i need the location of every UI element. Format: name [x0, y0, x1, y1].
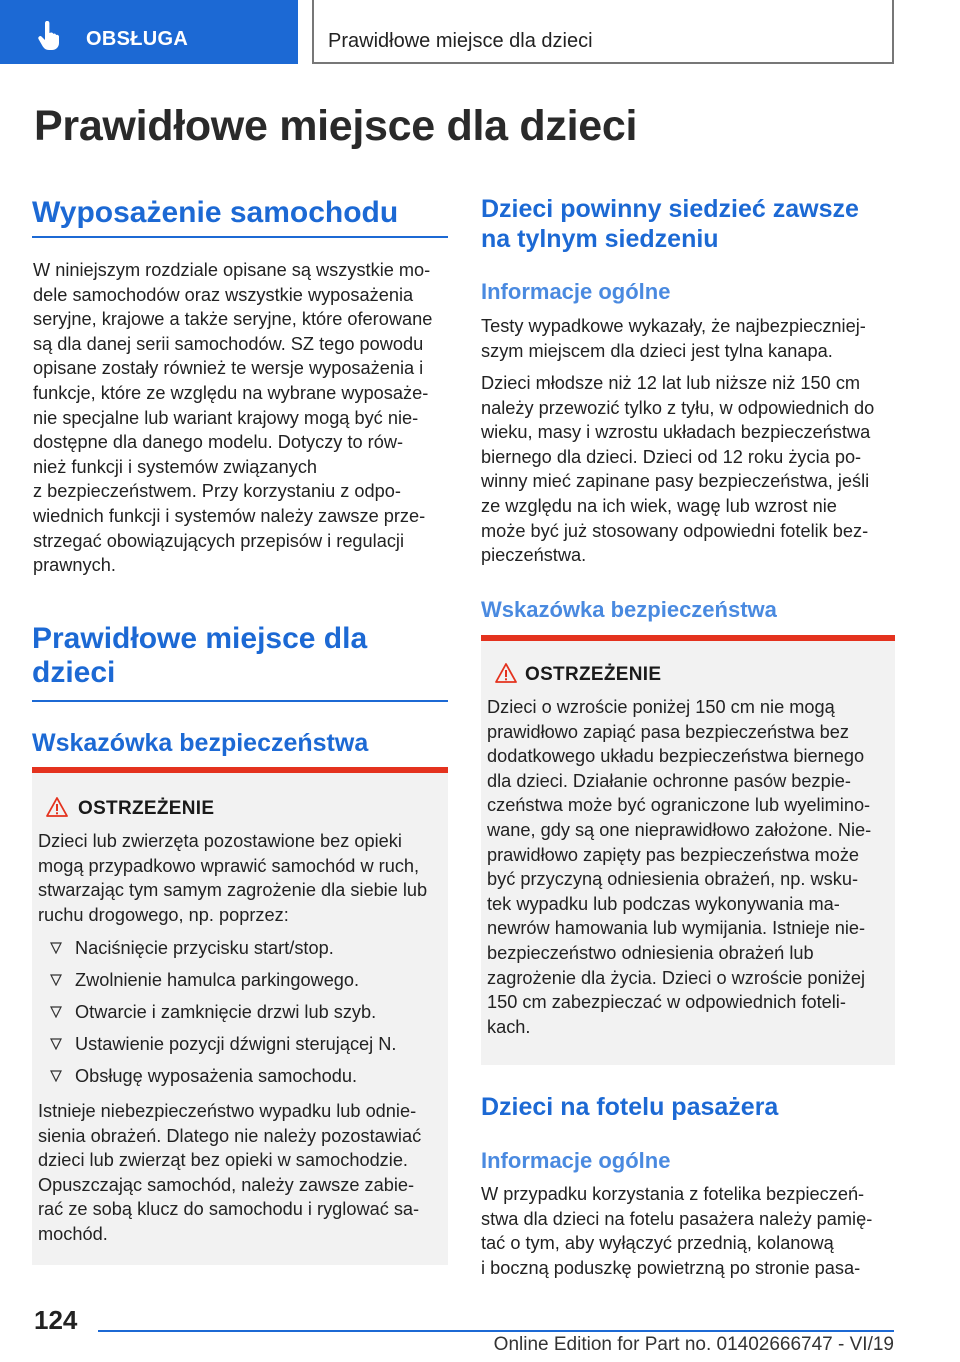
info-paragraph-2 [481, 371, 895, 568]
text-line: Dzieci o wzroście poniżej 150 cm nie mogą [487, 697, 835, 717]
text-line: W przypadku korzystania z fotelika bezpieczeń- [481, 1184, 865, 1204]
text-line: zagrożenie dla życia. Dzieci o wzroście poniżej [487, 967, 866, 988]
bullet-text: Otwarcie i zamknięcie drzwi lub szyb. [75, 1002, 377, 1022]
warning-box-right [481, 635, 895, 1065]
text-line: Testy wypadkowe wykazały, że najbezpieczniej- [481, 316, 866, 336]
text-line: dodatkowego układu bezpieczeństwa biernego [487, 746, 865, 767]
text-line: seryjne, krajowe a także seryjne, które oferowane [33, 309, 433, 330]
heading-line: dzieci [32, 656, 116, 689]
text-line: prawidłowo zapiąć pasa bezpieczeństwa bez [487, 721, 849, 742]
footer-edition: Online Edition for Part no. 01402666747 - VI/19 [493, 1334, 894, 1355]
warning-heading: OSTRZEŻENIE [525, 664, 662, 685]
warning-bar [481, 635, 895, 641]
text-line: dla dzieci. Działanie ochronne pasów bezpie- [487, 770, 851, 791]
text-line: szym miejscem dla dzieci jest tylna kanapa. [481, 340, 833, 361]
text-line: i boczną poduszkę powietrzną po stronie pasa- [481, 1257, 861, 1278]
text-line: rać ze sobą klucz do samochodu i ryglować sa- [38, 1199, 420, 1220]
text-line: dele samochodów oraz wszystkie wyposażenia [33, 284, 414, 305]
warning-box-left [32, 767, 448, 1265]
bullet-triangle-icon [50, 942, 62, 954]
passenger-paragraph [481, 1182, 895, 1280]
heading-safety-left: Wskazówka bezpieczeństwa [32, 729, 369, 757]
page-title: Prawidłowe miejsce dla dzieci [34, 102, 638, 150]
info-paragraph-1 [481, 314, 895, 363]
bullet-triangle-icon [50, 1070, 62, 1082]
text-line: winny mieć zapinane pasy bezpieczeństwa, jeśli [481, 471, 870, 492]
heading-passenger-seat: Dzieci na fotelu pasażera [481, 1093, 779, 1121]
text-line: bezpieczeństwo odniesienia obrażeń lub [487, 942, 814, 963]
footer-rule [98, 1330, 894, 1332]
text-line: dostępne dla danego modelu. Dotyczy to rów- [33, 432, 404, 453]
text-line: prawidłowo zapięty pas bezpieczeństwa może [487, 844, 860, 865]
text-line: prawnych. [33, 555, 116, 576]
heading-rear-seat [481, 194, 895, 254]
text-line: być przyczyną odniesienia obrażeń, np. wsku- [487, 869, 859, 890]
heading-line: na tylnym siedzeniu [481, 225, 719, 253]
section-tab[interactable] [0, 0, 298, 64]
text-line: biernego dla dzieci. Dzieci od 12 roku życia po- [481, 446, 862, 467]
text-line: nie specjalne lub wariant krajowy mogą być nie- [33, 407, 419, 428]
warning-body [487, 695, 895, 1039]
text-line: ruchu drogowego, np. poprzez: [38, 904, 289, 925]
bullet-text: Zwolnienie hamulca parkingowego. [75, 970, 360, 990]
heading-general-info-2: Informacje ogólne [481, 1148, 671, 1173]
text-line: nież funkcji i systemów związanych [33, 456, 318, 477]
page-number: 124 [34, 1305, 78, 1335]
text-line: opisane zostały również te wersje wyposażenia i [33, 358, 424, 379]
text-line: stwa dla dzieci na fotelu pasażera należy pamię- [481, 1208, 873, 1229]
text-line: dzieci lub zwierząt bez opieki w samochodzie. [38, 1150, 408, 1171]
heading-line: Dzieci powinny siedzieć zawsze [481, 195, 859, 223]
warning-bar [32, 767, 448, 773]
hand-pointer-icon [36, 21, 62, 51]
text-line: stwarzając tym samym zagrożenie dla siebie lub [38, 880, 428, 901]
text-line: sienia obrażeń. Dlatego nie należy pozostawiać [38, 1125, 422, 1146]
text-line: Istnieje niebezpieczeństwo wypadku lub odnie- [38, 1101, 417, 1121]
bullet-triangle-icon [50, 1038, 62, 1050]
header-topic-box [312, 0, 894, 64]
text-line: Dzieci młodsze niż 12 lat lub niższe niż 150 cm [481, 373, 861, 393]
bullet-text: Obsługę wyposażenia samochodu. [75, 1066, 358, 1086]
bullet-text: Naciśnięcie przycisku start/stop. [75, 938, 334, 958]
text-line: Dzieci lub zwierzęta pozostawione bez opieki [38, 831, 402, 851]
warning-triangle-icon [495, 663, 517, 683]
warning-intro [38, 829, 448, 927]
text-line: wiednich funkcji i systemów należy zawsze prze- [33, 505, 426, 526]
text-line: są dla danej serii samochodów. SZ tego powodu [33, 333, 424, 354]
heading-child-place [32, 622, 448, 690]
heading-rule [32, 236, 448, 238]
equipment-paragraph [33, 258, 453, 578]
bullet-triangle-icon [50, 974, 62, 986]
heading-line: Prawidłowe miejsce dla [32, 622, 368, 655]
text-line: mogą przypadkowo wprawić samochód w ruch, [38, 855, 420, 876]
section-label: OBSŁUGA [86, 28, 189, 50]
bullet-triangle-icon [50, 1006, 62, 1018]
text-line: mochód. [38, 1223, 108, 1244]
header-topic: Prawidłowe miejsce dla dzieci [328, 30, 593, 52]
text-line: wane, gdy są one nieprawidłowo założone. Nie- [487, 819, 872, 840]
text-line: tać o tym, aby wyłączyć przednią, kolanową [481, 1233, 834, 1254]
text-line: funkcje, które ze względu na wybrane wyposaże- [33, 382, 429, 403]
warning-heading: OSTRZEŻENIE [78, 798, 215, 819]
text-line: ze względu na ich wiek, wagę lub wzrost nie [481, 495, 837, 516]
text-line: kach. [487, 1016, 531, 1037]
text-line: pieczeństwa. [481, 545, 587, 566]
text-line: tek wypadku lub podczas wykonywania ma- [487, 893, 840, 914]
text-line: może być już stosowany odpowiedni fotelik bez- [481, 520, 869, 541]
heading-general-info: Informacje ogólne [481, 279, 671, 304]
heading-equipment: Wyposażenie samochodu [32, 196, 399, 229]
text-line: strzegać obowiązujących przepisów i regulacji [33, 530, 404, 551]
text-line: wieku, masy i wzrostu układach bezpieczeństwa [481, 422, 871, 443]
text-line: należy przewozić tylko z tyłu, w odpowiednich do [481, 397, 875, 418]
heading-safety-right: Wskazówka bezpieczeństwa [481, 597, 777, 622]
text-line: W niniejszym rozdziale opisane są wszystkie mo- [33, 260, 431, 280]
text-line: 150 cm zabezpieczać w odpowiednich foteli- [487, 992, 846, 1013]
text-line: z bezpieczeństwem. Przy korzystaniu z odpo- [33, 481, 401, 502]
heading-rule [32, 700, 448, 702]
text-line: newrów hamowania lub wymijania. Istnieje nie- [487, 918, 866, 939]
warning-outro [38, 1099, 448, 1247]
warning-triangle-icon [46, 797, 68, 817]
text-line: Opuszczając samochód, należy zawsze zabie- [38, 1174, 415, 1195]
text-line: czeństwa może być ograniczone lub wyelimino- [487, 795, 871, 816]
bullet-text: Ustawienie pozycji dźwigni sterującej N. [75, 1034, 397, 1054]
